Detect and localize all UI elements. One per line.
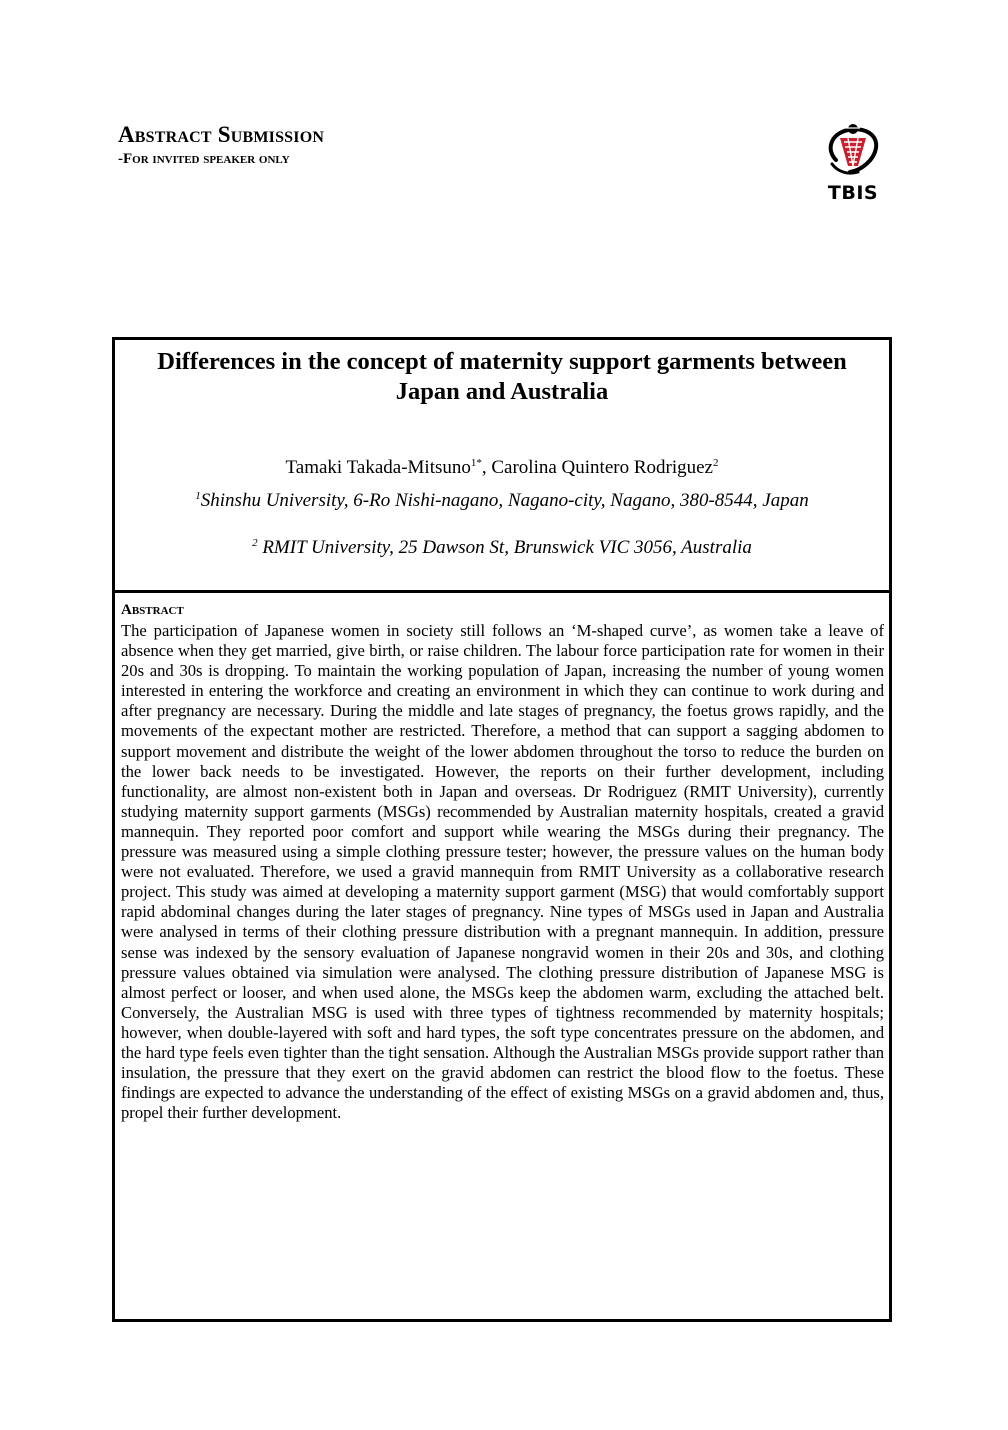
affiliation-2-sup: 2 xyxy=(252,537,258,549)
affiliation-1 xyxy=(115,490,889,512)
paper-title: Differences in the concept of maternity support garments between Japan and Australia xyxy=(157,348,847,405)
abstract-box xyxy=(112,590,892,1322)
affiliation-2 xyxy=(115,537,889,559)
title-box xyxy=(112,337,892,593)
abstract-heading: Abstract xyxy=(121,602,184,618)
author-1-sup: 1* xyxy=(470,457,482,469)
author-line xyxy=(115,457,889,479)
author-separator: , xyxy=(481,457,492,478)
affiliation-1-text: Shinshu University, 6-Ro Nishi-nagano, Nagano-city, Nagano, 380-8544, Japan xyxy=(200,490,809,511)
tbis-logo-icon xyxy=(818,120,888,182)
header-title: Abstract Submission xyxy=(118,122,325,147)
header-subtitle: -For invited speaker only xyxy=(118,151,290,167)
author-2: Carolina Quintero Rodriguez xyxy=(491,457,713,478)
tbis-logo xyxy=(818,120,888,208)
author-2-sup: 2 xyxy=(712,457,719,469)
affiliation-1-sup: 1 xyxy=(195,490,201,502)
page-header xyxy=(118,122,324,168)
affiliation-2-text: RMIT University, 25 Dawson St, Brunswick VIC 3056, Australia xyxy=(262,537,752,558)
logo-text: TBIS xyxy=(827,182,879,204)
author-1: Tamaki Takada-Mitsuno xyxy=(285,457,471,478)
abstract-body: The participation of Japanese women in society still follows an ‘M-shaped curve’, as women take a leave of absence when they get married, give birth, or raise children. The labour force participation rate for women in their 20s and 30s is dropping. To maintain the working population of Japan, increasing the number of young women interested in entering the workforce and creating an environment in which they can continue to work during and after pregnancy are necessary. During the middle and late stages of pregnancy, the foetus grows rapidly, and the movements of the expectant mother are restricted. Therefore, a method that can support a sagging abdomen to support movement and distribute the weight of the lower abdomen throughout the torso to reduce the burden on the lower back needs to be investigated. However, the reports on their further development, including functionality, are almost non-existent both in Japan and overseas. Dr Rodriguez (RMIT University), currently studying maternity support garments (MSGs) recommended by Australian maternity hospitals, created a gravid mannequin. They reported poor comfort and support while wearing the MSGs during their pregnancy. The pressure was measured using a simple clothing pressure tester; however, the pressure values on the human body were not evaluated. Therefore, we used a gravid mannequin from RMIT University as a collaborative research project. This study was aimed at developing a maternity support garment (MSG) that would comfortably support rapid abdominal changes during the later stages of pregnancy. Nine types of MSGs used in Japan and Australia were analysed in terms of their clothing pressure distribution with a pregnant mannequin. In addition, pressure sense was indexed by the sensory evaluation of Japanese nongravid women in their 20s and 30s, and clothing pressure values obtained via simulation were analysed. The clothing pressure distribution of Japanese MSG is almost perfect or looser, and when used alone, the MSGs keep the abdomen warm, excluding the attached belt. Conversely, the Australian MSG is used with three types of tightness recommended by maternity hospitals; however, when double-layered with soft and hard types, the soft type concentrates pressure on the abdomen, and the hard type feels even tighter than the tight sensation. Although the Australian MSGs provide support rather than insulation, the pressure that they exert on the gravid abdomen can restrict the blood flow to the foetus. These findings are expected to advance the understanding of the effect of existing MSGs on a gravid abdomen and, thus, propel their further development. xyxy=(121,621,884,1123)
